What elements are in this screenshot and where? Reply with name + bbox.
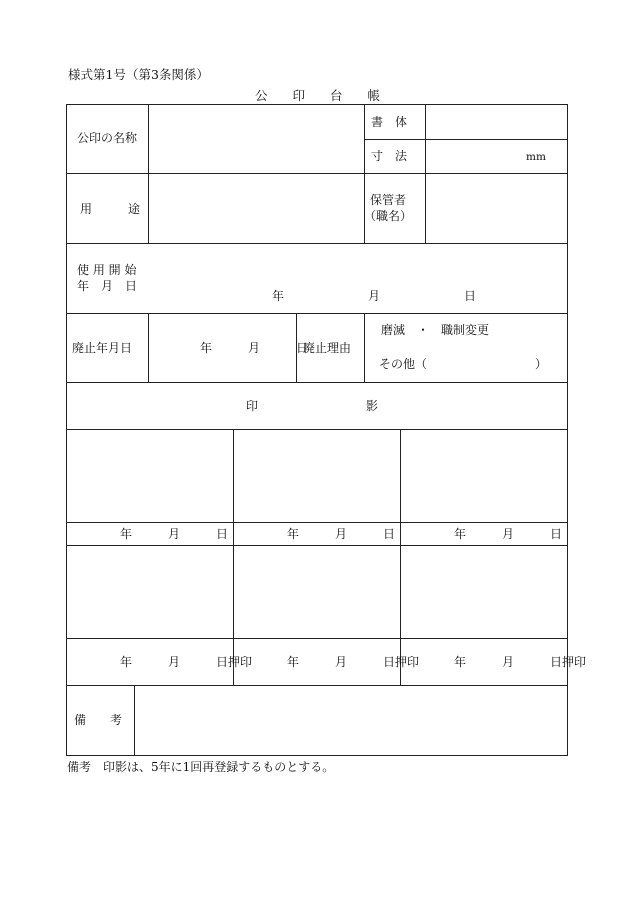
reason-option-other-close: ）	[535, 357, 548, 371]
style-label: 書 体	[371, 115, 408, 129]
abolish-date-value: 年 月 日	[200, 341, 309, 355]
seal-date-2: 年 月 日押印	[287, 655, 420, 669]
impression-date-3: 年 月 日	[454, 527, 563, 541]
reason-option-wear-or-reorg: 磨滅 ・ 職制変更	[381, 323, 490, 337]
size-label: 寸 法	[371, 149, 408, 163]
abolish-date-label: 廃止年月日	[72, 341, 133, 355]
impression-date-1: 年 月 日	[120, 527, 229, 541]
remarks-label: 備 考	[74, 713, 123, 727]
seal-date-1: 年 月 日押印	[120, 655, 253, 669]
custodian-label: 保管者	[370, 193, 407, 207]
form-number: 様式第1号（第3条関係）	[68, 67, 209, 82]
page-title: 公 印 台 帳	[255, 88, 381, 103]
impression-header: 印 影	[246, 399, 379, 413]
start-date-label-line1: 使 用 開 始	[77, 263, 137, 277]
reason-option-other: その他（	[379, 357, 428, 371]
seal-date-3: 年 月 日押印	[454, 655, 587, 669]
start-date-value: 年 月 日	[272, 289, 477, 303]
purpose-label: 用 途	[80, 202, 141, 216]
abolish-reason-label: 廃止理由	[303, 341, 352, 355]
footer-note: 備考 印影は、5年に1回再登録するものとする。	[67, 760, 335, 774]
seal-name-label: 公印の名称	[77, 131, 138, 145]
impression-date-2: 年 月 日	[287, 527, 396, 541]
custodian-sub-label: （職名）	[364, 209, 413, 223]
start-date-label-line2: 年 月 日	[77, 279, 138, 293]
size-unit: mm	[526, 151, 546, 163]
